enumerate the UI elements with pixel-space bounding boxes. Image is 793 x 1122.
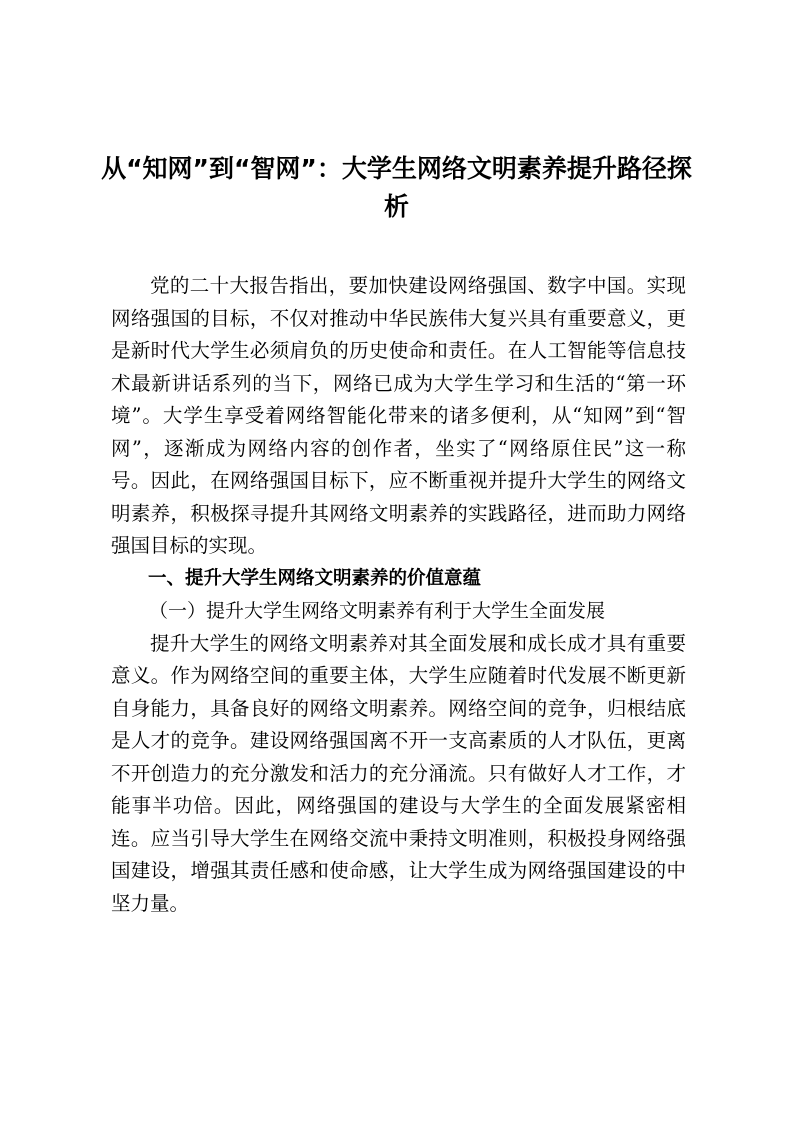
body-paragraph: 提升大学生的网络文明素养对其全面发展和成长成才具有重要意义。作为网络空间的重要主体，大学生应随着时代发展不断更新自身能力，具备良好的网络文明素养。网络空间的竞争，归根结底是人才的竞争。建设网络强国离不开一支高素质的人才队伍，更离不开创造力的充分激发和活力的充分涌流。只有做好人才工作，才能事半功倍。因此，网络强国的建设与大学生的全面发展紧密相连。应当引导大学生在网络交流中秉持文明准则，积极投身网络强国建设，增强其责任感和使命感，让大学生成为网络强国建设的中坚力量。: [111, 631, 686, 915]
document-body: [111, 270, 686, 920]
section-heading: 一、提升大学生网络文明素养的价值意蕴: [148, 567, 482, 589]
subsection-heading: （一）提升大学生网络文明素养有利于大学生全面发展: [149, 600, 606, 622]
document-title: 从“知网”到“智网”：大学生网络文明素养提升路径探析: [101, 154, 692, 221]
intro-paragraph: 党的二十大报告指出，要加快建设网络强国、数字中国。实现网络强国的目标，不仅对推动中华民族伟大复兴具有重要意义，更是新时代大学生必须肩负的历史使命和责任。在人工智能等信息技术最新讲话系列的当下，网络已成为大学生学习和生活的“第一环境”。大学生享受着网络智能化带来的诸多便利，从“知网”到“智网”，逐渐成为网络内容的创作者，坐实了“网络原住民”这一称号。因此，在网络强国目标下，应不断重视并提升大学生的网络文明素养，积极探寻提升其网络文明素养的实践路径，进而助力网络强国目标的实现。: [111, 274, 686, 557]
